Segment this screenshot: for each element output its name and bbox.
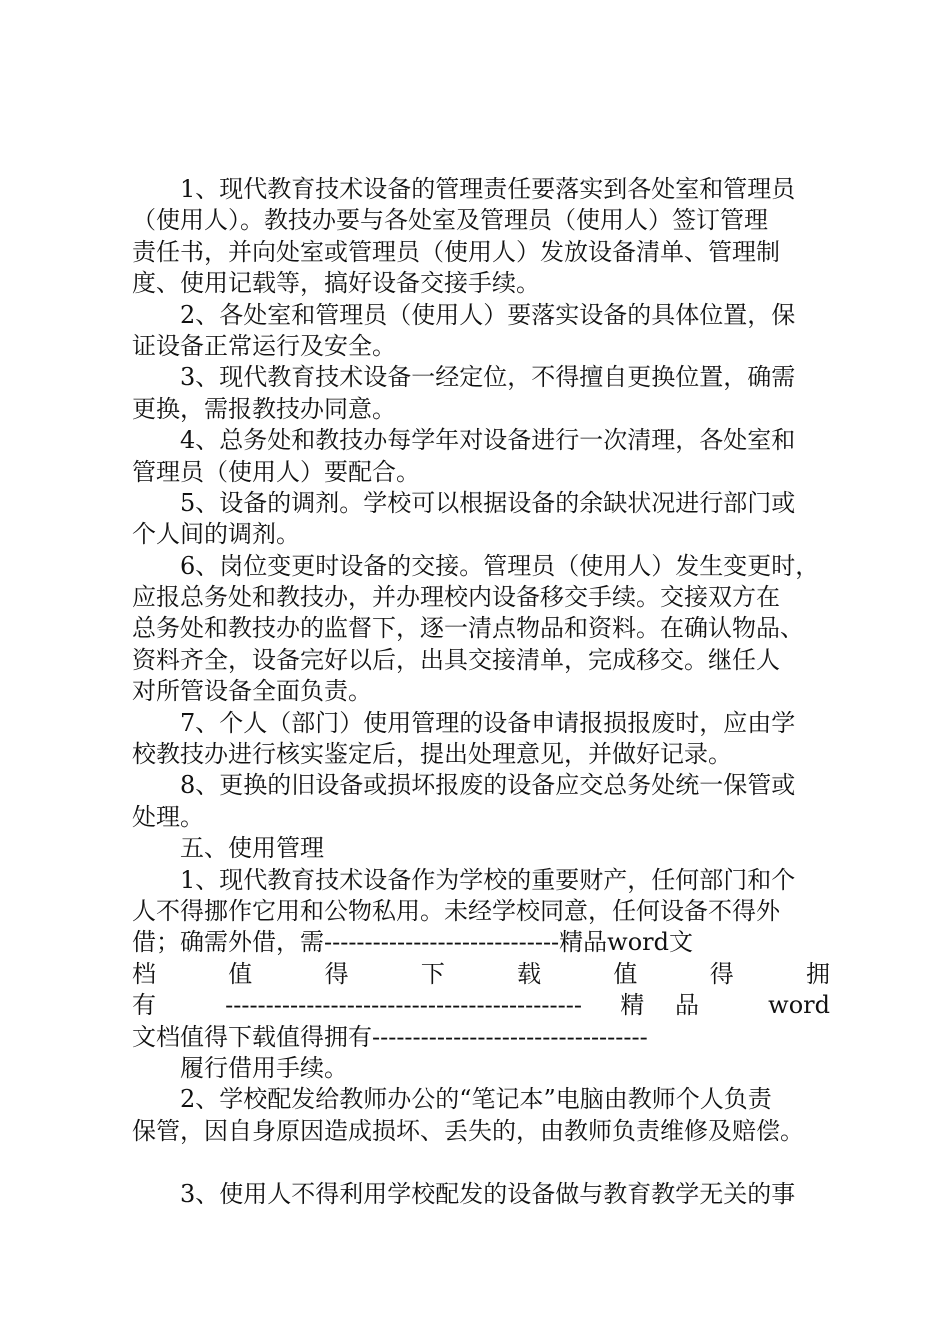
paragraph-line: 对所管设备全面负责。 [132, 677, 372, 706]
paragraph-line: 借；确需外借，需-----------------------------精品word文 [132, 928, 693, 957]
paragraph-line: 2、各处室和管理员（使用人）要落实设备的具体位置，保 [180, 300, 796, 329]
paragraph-line: 总务处和教技办的监督下，逐一清点物品和资料。在确认物品、 [132, 614, 804, 643]
paragraph-line: 管理员（使用人）要配合。 [132, 457, 420, 486]
watermark-line: 有 -------------------------------------------- 精品 word [132, 991, 830, 1020]
paragraph-line: 履行借用手续。 [180, 1053, 348, 1082]
paragraph-line: 应报总务处和教技办，并办理校内设备移交手续。交接双方在 [132, 583, 780, 612]
paragraph-line: 3、现代教育技术设备一经定位，不得擅自更换位置，确需 [180, 363, 796, 392]
watermark-line: 档 值 得 下 载 值 得 拥 [132, 959, 830, 988]
paragraph-line: 度、使用记载等，搞好设备交接手续。 [132, 269, 540, 298]
paragraph-line: 4、总务处和教技办每学年对设备进行一次清理，各处室和 [180, 426, 796, 455]
paragraph-line: （使用人）。教技办要与各处室及管理员（使用人）签订管理 [132, 206, 768, 235]
paragraph-line: 更换，需报教技办同意。 [132, 394, 396, 423]
paragraph-line: 校教技办进行核实鉴定后，提出处理意见，并做好记录。 [132, 740, 732, 769]
paragraph-line: 人不得挪作它用和公物私用。未经学校同意，任何设备不得外 [132, 896, 780, 925]
paragraph-line: 8、更换的旧设备或损坏报废的设备应交总务处统一保管或 [180, 771, 796, 800]
paragraph-gap [132, 1147, 830, 1178]
paragraph-line: 5、设备的调剂。学校可以根据设备的余缺状况进行部门或 [180, 488, 796, 517]
paragraph-line: 处理。 [132, 802, 204, 831]
paragraph-line: 7、个人（部门）使用管理的设备申请报损报废时，应由学 [180, 708, 796, 737]
paragraph-line: 1、现代教育技术设备作为学校的重要财产，任何部门和个 [180, 865, 796, 894]
document-body [132, 174, 830, 1210]
paragraph-line: 2、学校配发给教师办公的“笔记本”电脑由教师个人负责 [180, 1085, 772, 1114]
paragraph-line: 保管，因自身原因造成损坏、丢失的，由教师负责维修及赔偿。 [132, 1116, 804, 1145]
paragraph-line: 1、现代教育技术设备的管理责任要落实到各处室和管理员 [180, 175, 796, 203]
watermark-line: 文档值得下载值得拥有---------------------------------- [132, 1022, 648, 1051]
paragraph-line: 证设备正常运行及安全。 [132, 331, 396, 360]
paragraph-line: 个人间的调剂。 [132, 520, 300, 549]
paragraph-line: 责任书，并向处室或管理员（使用人）发放设备清单、管理制 [132, 237, 780, 266]
paragraph-line: 6、岗位变更时设备的交接。管理员（使用人）发生变更时， [180, 551, 820, 580]
paragraph-line: 3、使用人不得利用学校配发的设备做与教育教学无关的事 [180, 1179, 796, 1208]
section-heading: 五、使用管理 [180, 834, 324, 863]
paragraph-line: 资料齐全，设备完好以后，出具交接清单，完成移交。继任人 [132, 645, 780, 674]
